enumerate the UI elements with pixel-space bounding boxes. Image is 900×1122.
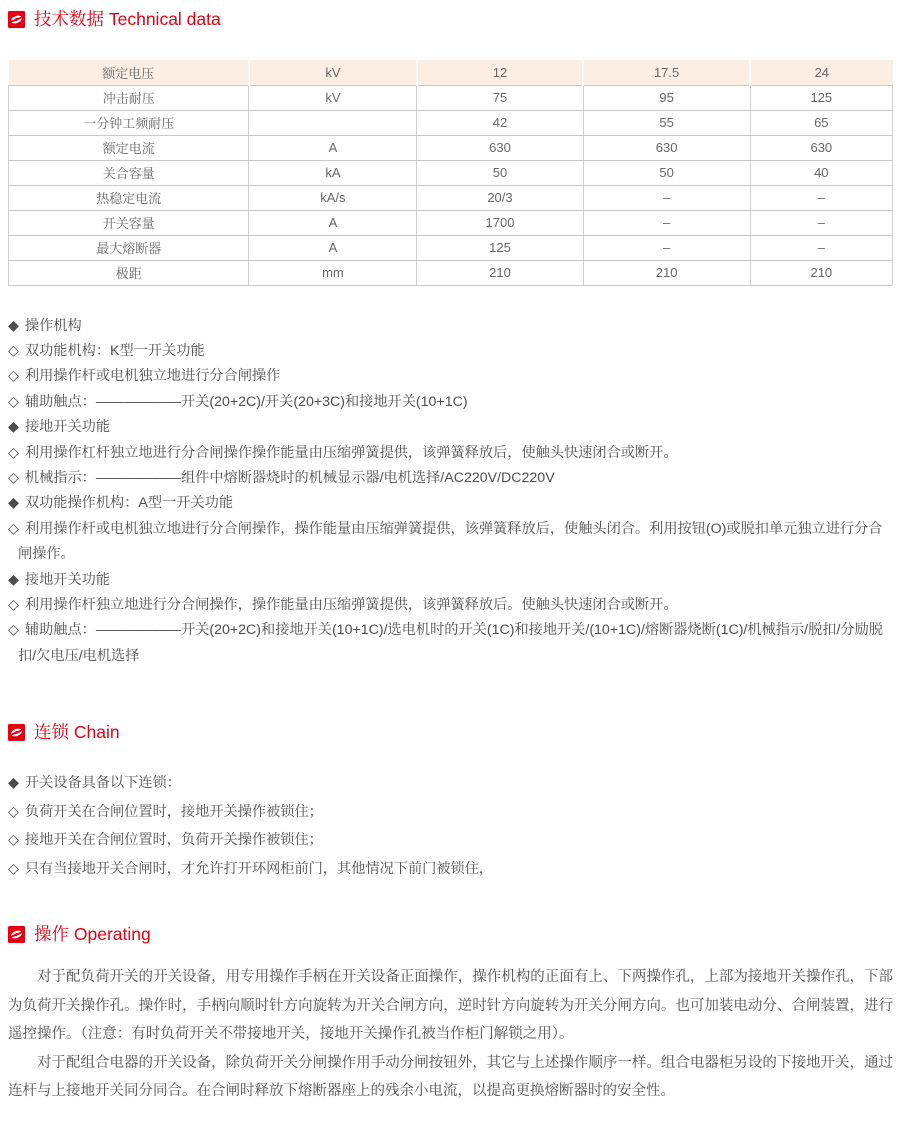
diamond-filled-icon: ◆ [8, 571, 19, 588]
diamond-filled-icon: ◆ [8, 495, 19, 512]
list-item-text: 利用操作杆独立地进行分合闸操作，操作能量由压缩弹簧提供，该弹簧释放后。使触头快速闭合或断开。 [24, 596, 678, 613]
table-cell: 75 [417, 85, 583, 110]
diamond-hollow-icon: ◇ [8, 622, 19, 639]
diamond-hollow-icon: ◇ [8, 342, 19, 359]
diamond-filled-icon: ◆ [8, 775, 19, 792]
list-item-text: 接地开关在合闸位置时，负荷开关操作被锁住； [24, 832, 323, 849]
list-item [8, 826, 893, 855]
table-cell: – [583, 185, 750, 210]
table-cell: 50 [583, 160, 750, 185]
diamond-filled-icon: ◆ [8, 317, 19, 334]
list-item [8, 339, 893, 364]
diamond-hollow-icon: ◇ [8, 803, 19, 820]
table-cell: 42 [417, 110, 583, 135]
list-item-text: 辅助触点：——————开关(20+2C)/开关(20+3C)和接地开关(10+1C) [24, 393, 468, 410]
list-item [8, 618, 893, 669]
list-item-text: 辅助触点：——————开关(20+2C)和接地开关(10+1C)/选电机时的开关(1C)和接地开关/(10+1C)/熔断器烧断(1C)/机械指示/脱扣/分励脱扣/欠电压/电机选择 [18, 622, 883, 664]
table-cell: – [583, 235, 750, 260]
diamond-hollow-icon: ◇ [8, 469, 19, 486]
table-cell: 最大熔断器 [9, 235, 249, 260]
diamond-hollow-icon: ◇ [8, 832, 19, 849]
table-row [9, 210, 893, 235]
table-cell: 关合容量 [9, 160, 249, 185]
table-cell: kA [249, 160, 417, 185]
list-item [8, 568, 893, 593]
paragraph: 对于配负荷开关的开关设备，用专用操作手柄在开关设备正面操作，操作机构的正面有上、下两操作孔，上部为接地开关操作孔，下部为负荷开关操作孔。操作时，手柄向顺时针方向旋转为开关合闸方向，逆时针方向旋转为开关分闸方向。也可加装电动分、合闸装置，进行遥控操作。（注意：有时负荷开关不带接地开关，接地开关操作孔被当作柜门解锁之用）。 [8, 969, 893, 1043]
list-item-text: 操作机构 [24, 317, 82, 334]
diamond-hollow-icon: ◇ [8, 860, 19, 877]
table-cell [249, 110, 417, 135]
section-title-operating: 操作 Operating [34, 924, 151, 945]
table-cell: kV [249, 85, 417, 110]
list-item [8, 769, 893, 798]
section-header-chain [8, 721, 893, 743]
table-cell: 极距 [9, 260, 249, 285]
table-cell: 55 [583, 110, 750, 135]
table-cell: 17.5 [583, 60, 750, 85]
table-cell: 1700 [417, 210, 583, 235]
table-cell: 210 [417, 260, 583, 285]
table-cell: 630 [583, 135, 750, 160]
list-item [8, 364, 893, 389]
list-item-text: 双功能机构：K型一开关功能 [24, 342, 205, 359]
list-item-text: 负荷开关在合闸位置时，接地开关操作被锁住； [24, 803, 323, 820]
technical-data-table [8, 60, 893, 286]
chain-list [8, 769, 893, 883]
diamond-hollow-icon: ◇ [8, 444, 19, 461]
table-cell: – [750, 210, 892, 235]
list-item [8, 491, 893, 516]
section-header-technical-data [8, 8, 893, 30]
list-item-text: 利用操作杠杆独立地进行分合闸操作操作能量由压缩弹簧提供，该弹簧释放后，使触头快速闭合或断开。 [24, 444, 678, 461]
table-cell: 额定电流 [9, 135, 249, 160]
table-cell: kA/s [249, 185, 417, 210]
list-item [8, 517, 893, 568]
mechanism-list [8, 314, 893, 670]
paragraph: 对于配组合电器的开关设备，除负荷开关分闸操作用手动分闸按钮外，其它与上述操作顺序一样。组合电器柜另设的下接地开关，通过连杆与上接地开关同分同合。在合闸时释放下熔断器座上的残余小电流，以提高更换熔断器时的安全性。 [8, 1054, 893, 1100]
table-cell: 210 [583, 260, 750, 285]
table-cell: mm [249, 260, 417, 285]
list-item [8, 390, 893, 415]
table-row [9, 135, 893, 160]
list-item [8, 798, 893, 827]
list-item-text: 接地开关功能 [24, 571, 111, 588]
diamond-hollow-icon: ◇ [8, 393, 19, 410]
table-cell: 冲击耐压 [9, 85, 249, 110]
diamond-hollow-icon: ◇ [8, 368, 19, 385]
list-item [8, 593, 893, 618]
table-cell: A [249, 135, 417, 160]
table-cell: 95 [583, 85, 750, 110]
table-cell: 65 [750, 110, 892, 135]
table-cell: A [249, 210, 417, 235]
table-cell: kV [249, 60, 417, 85]
table-cell: – [583, 210, 750, 235]
list-item-text: 利用操作杆或电机独立地进行分合闸操作 [24, 368, 281, 385]
brand-logo-icon [8, 926, 25, 943]
operating-paragraphs [8, 963, 893, 1106]
table-cell: 210 [750, 260, 892, 285]
table-cell: 热稳定电流 [9, 185, 249, 210]
table-cell: – [750, 235, 892, 260]
section-title-chain: 连锁 Chain [34, 722, 120, 743]
section-header-operating [8, 923, 893, 945]
table-row [9, 185, 893, 210]
list-item-text: 开关设备具备以下连锁： [24, 775, 181, 792]
list-item [8, 415, 893, 440]
list-item [8, 314, 893, 339]
list-item-text: 只有当接地开关合闸时，才允许打开环网柜前门，其他情况下前门被锁住， [24, 860, 494, 877]
list-item [8, 466, 893, 491]
diamond-hollow-icon: ◇ [8, 596, 19, 613]
table-cell: 630 [750, 135, 892, 160]
list-item-text: 机械指示：——————组件中熔断器烧时的机械显示器/电机选择/AC220V/DC220V [24, 469, 555, 486]
table-cell: – [750, 185, 892, 210]
table-cell: A [249, 235, 417, 260]
list-item-text: 双功能操作机构：A型一开关功能 [24, 495, 234, 512]
list-item-text: 利用操作杆或电机独立地进行分合闸操作，操作能量由压缩弹簧提供，该弹簧释放后，使触头闭合。利用按钮(O)或脱扣单元独立进行分合闸操作。 [18, 520, 883, 563]
table-cell: 630 [417, 135, 583, 160]
list-item [8, 855, 893, 884]
table-cell: 12 [417, 60, 583, 85]
table-cell: 24 [750, 60, 892, 85]
table-row [9, 110, 893, 135]
table-cell: 20/3 [417, 185, 583, 210]
table-row [9, 260, 893, 285]
table-cell: 125 [417, 235, 583, 260]
section-title-technical-data: 技术数据 Technical data [34, 9, 221, 29]
table-row [9, 235, 893, 260]
brand-logo-icon [8, 11, 25, 28]
brand-logo-icon [8, 724, 25, 741]
table-row [9, 160, 893, 185]
list-item-text: 接地开关功能 [24, 419, 111, 436]
list-item [8, 441, 893, 466]
diamond-filled-icon: ◆ [8, 419, 19, 436]
table-cell: 一分钟工频耐压 [9, 110, 249, 135]
table-cell: 额定电压 [9, 60, 249, 85]
table-header-row [9, 60, 893, 85]
table-cell: 40 [750, 160, 892, 185]
diamond-hollow-icon: ◇ [8, 520, 19, 537]
table-cell: 开关容量 [9, 210, 249, 235]
table-row [9, 85, 893, 110]
table-cell: 50 [417, 160, 583, 185]
table-cell: 125 [750, 85, 892, 110]
